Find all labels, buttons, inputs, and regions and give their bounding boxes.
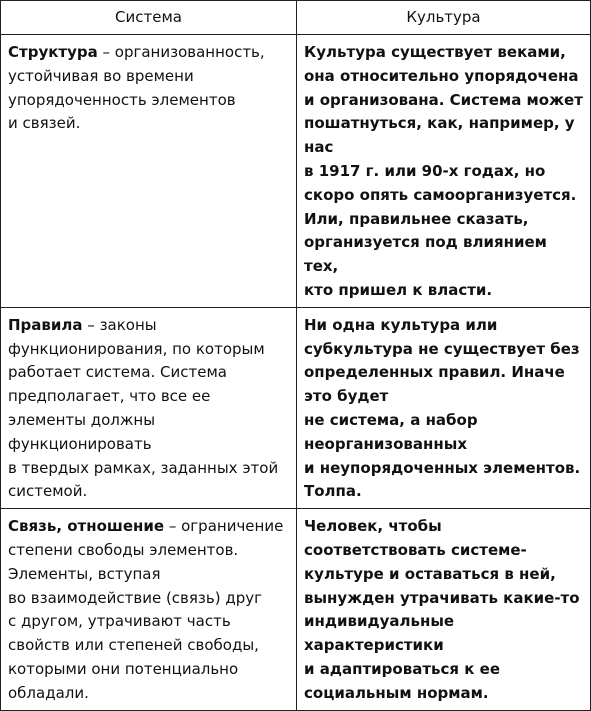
- culture-line: она относительно упорядочена: [304, 66, 579, 85]
- culture-line: не система, а набор неорганизованных: [304, 410, 478, 453]
- table-row: [1, 509, 591, 710]
- definition-line: в твердых рамках, заданных этой системой.: [8, 458, 279, 501]
- term-structure: Структура: [8, 43, 98, 61]
- definition-text: – ограничение степени свободы элементов. Элементы, вступая: [8, 517, 284, 583]
- culture-cell-rules: [297, 307, 591, 508]
- culture-line: кто пришел к власти.: [304, 280, 493, 299]
- term-relation: Связь, отношение: [8, 517, 165, 536]
- culture-line: Человек, чтобы соответствовать системе-культуре и оставаться в ней, вынужден утрачивать какие-то индивидуальные характеристики: [304, 517, 580, 655]
- definition-line: с другом, утрачивают часть свойств или степеней свободы, которыми они потенциально обладали.: [8, 612, 259, 702]
- definition-line: во взаимодействие (связь) друг: [8, 588, 263, 607]
- definition-text: – законы функционирования, по которым работает система. Система предполагает, что все ее элементы должны функционировать: [8, 315, 265, 453]
- culture-cell-relation: [297, 509, 591, 710]
- culture-line: в 1917 г. или 90-х годах, но скоро опять самоорганизуется.: [304, 161, 577, 204]
- system-cell-relation: [1, 509, 297, 710]
- header-culture: Культура: [297, 1, 591, 35]
- culture-line: Культура существует веками,: [304, 43, 566, 61]
- culture-cell-structure: [297, 35, 591, 308]
- system-definition: [8, 515, 290, 586]
- culture-line: Ни одна культура или субкультура не существует без определенных правил. Иначе это будет: [304, 315, 580, 406]
- header-system: Система: [1, 1, 297, 35]
- table-row: [1, 307, 591, 508]
- system-definition: [8, 314, 290, 457]
- system-cell-structure: [1, 35, 297, 308]
- term-rules: Правила: [8, 315, 83, 334]
- definition-line: и связей.: [8, 114, 81, 133]
- culture-line: Или, правильнее сказать, организуется под влиянием тех,: [304, 209, 547, 276]
- culture-line: и организована. Система может пошатнуться, как, например, у нас: [304, 90, 583, 157]
- culture-line: и неупорядоченных элементов. Толпа.: [304, 458, 581, 501]
- table-row: [1, 35, 591, 308]
- system-cell-rules: [1, 307, 297, 508]
- culture-line: и адаптироваться к ее социальным нормам.: [304, 659, 500, 702]
- table-header-row: [1, 1, 591, 35]
- system-definition: [8, 41, 290, 112]
- definition-text: – организованность, устойчивая во времени упорядоченность элементов: [8, 43, 265, 109]
